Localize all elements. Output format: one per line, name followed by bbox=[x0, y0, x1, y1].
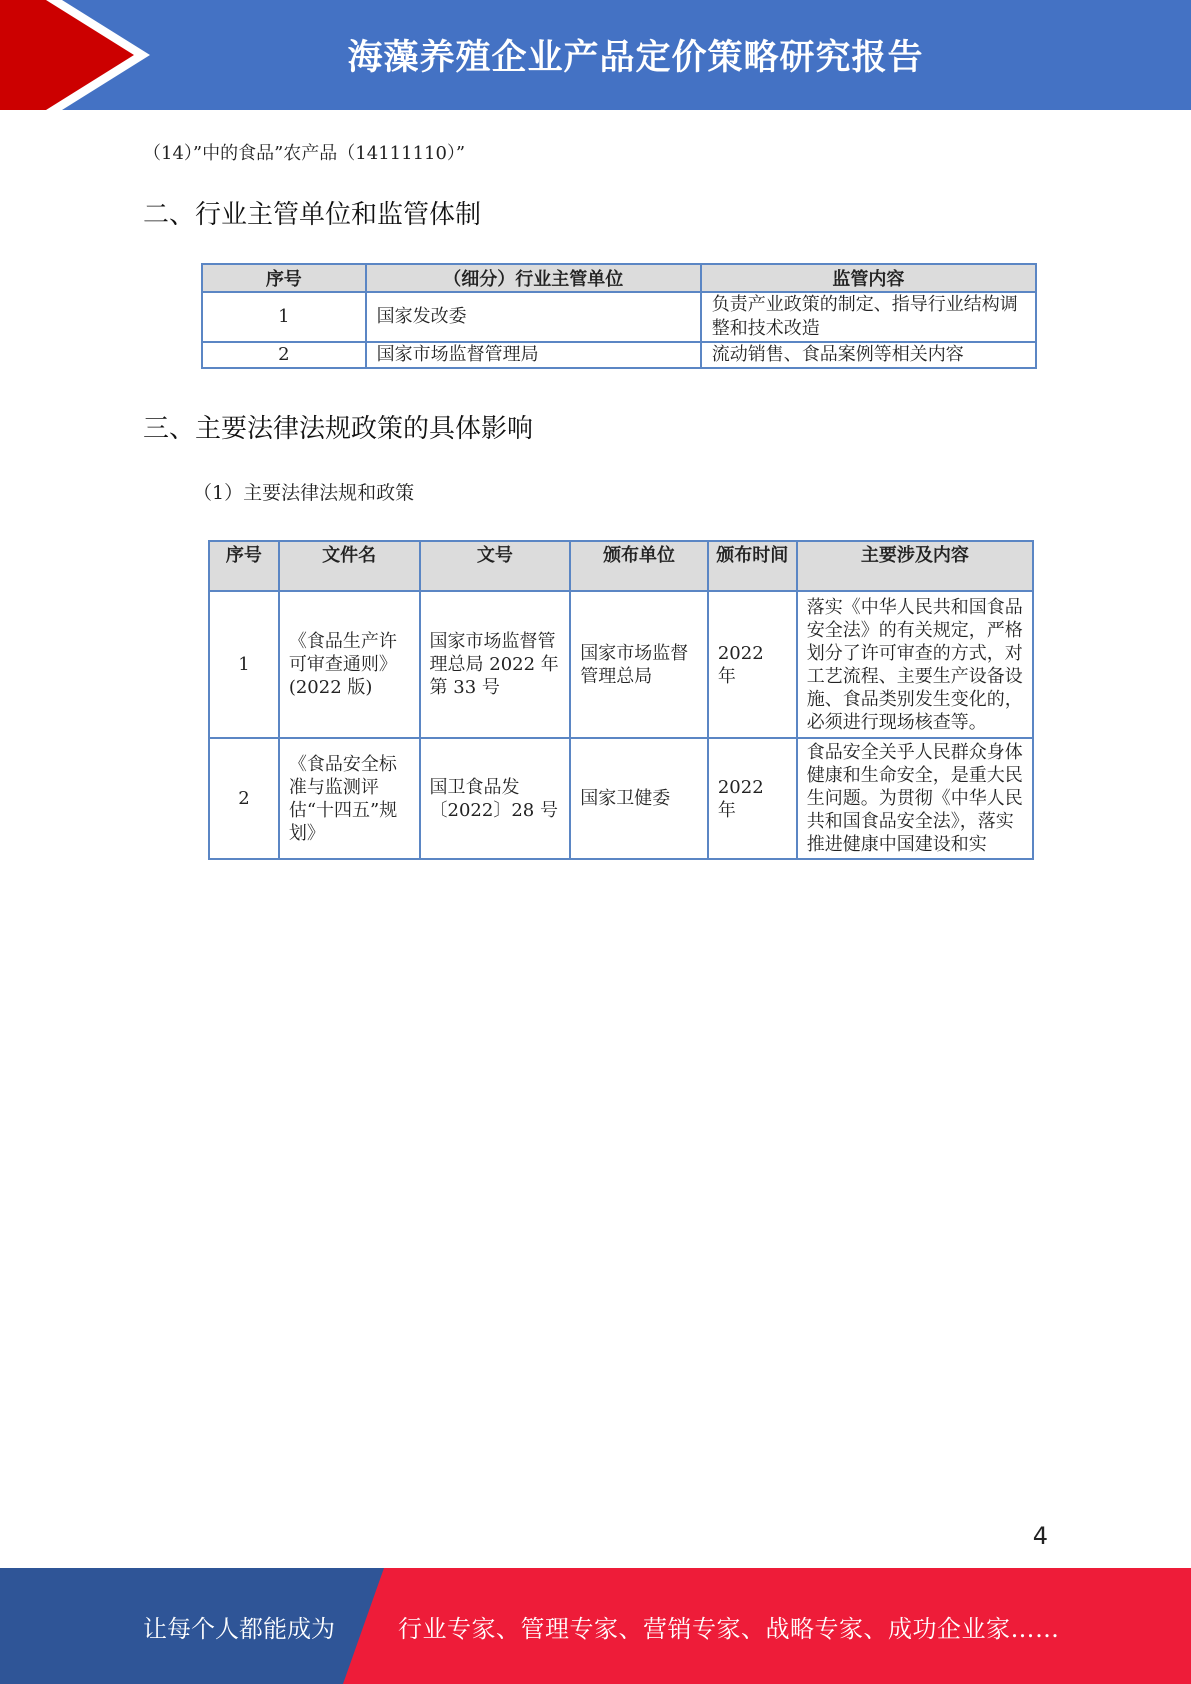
policy-table bbox=[208, 540, 1034, 860]
cell-doc-number: 国家市场监督管理总局 2022 年第 33 号 bbox=[420, 591, 571, 738]
table-row bbox=[209, 738, 1033, 859]
cell-date: 2022 年 bbox=[708, 591, 797, 738]
cell-doc-number: 国卫食品发〔2022〕28 号 bbox=[420, 738, 571, 859]
col-header-issuer: 颁布单位 bbox=[570, 541, 708, 591]
cell-index: 2 bbox=[202, 342, 366, 368]
section-3-heading: 三、主要法律法规政策的具体影响 bbox=[143, 414, 534, 444]
cell-content: 落实《中华人民共和国食品安全法》的有关规定，严格划分了许可审查的方式，对工艺流程、主要生产设备设施、食品类别发生变化的，必须进行现场核查等。 bbox=[797, 591, 1033, 738]
footer-slogan-left: 让每个人都能成为 bbox=[143, 1614, 335, 1643]
footer-slogan-right: 行业专家、管理专家、营销专家、战略专家、成功企业家…… bbox=[398, 1614, 1060, 1643]
col-header-index: 序号 bbox=[202, 264, 366, 292]
footer-banner bbox=[0, 1568, 1191, 1684]
header-banner bbox=[0, 0, 1191, 110]
col-header-index: 序号 bbox=[209, 541, 279, 591]
col-header-content: 主要涉及内容 bbox=[797, 541, 1033, 591]
table-header-row bbox=[202, 264, 1036, 292]
cell-scope: 负责产业政策的制定、指导行业结构调整和技术改造 bbox=[701, 292, 1036, 342]
cell-issuer: 国家市场监督管理总局 bbox=[570, 591, 708, 738]
intro-line: （14）”中的食品”农产品（14111110）” bbox=[143, 143, 466, 164]
cell-issuer: 国家卫健委 bbox=[570, 738, 708, 859]
table-row bbox=[202, 342, 1036, 368]
cell-date: 2022 年 bbox=[708, 738, 797, 859]
cell-document: 《食品生产许可审查通则》(2022 版) bbox=[279, 591, 420, 738]
cell-authority: 国家发改委 bbox=[366, 292, 701, 342]
page-number: 4 bbox=[1032, 1522, 1048, 1550]
section-3-subheading: （1）主要法律法规和政策 bbox=[193, 482, 415, 504]
col-header-scope: 监管内容 bbox=[701, 264, 1036, 292]
cell-authority: 国家市场监督管理局 bbox=[366, 342, 701, 368]
col-header-date: 颁布时间 bbox=[708, 541, 797, 591]
cell-content: 食品安全关乎人民群众身体健康和生命安全，是重大民生问题。为贯彻《中华人民共和国食品安全法》，落实推进健康中国建设和实 bbox=[797, 738, 1033, 859]
report-title: 海藻养殖企业产品定价策略研究报告 bbox=[347, 38, 924, 78]
section-2-heading: 二、行业主管单位和监管体制 bbox=[143, 200, 482, 230]
table-row bbox=[202, 292, 1036, 342]
cell-scope: 流动销售、食品案例等相关内容 bbox=[701, 342, 1036, 368]
cell-index: 1 bbox=[202, 292, 366, 342]
col-header-document: 文件名 bbox=[279, 541, 420, 591]
cell-document: 《食品安全标准与监测评估“十四五”规划》 bbox=[279, 738, 420, 859]
col-header-authority: （细分）行业主管单位 bbox=[366, 264, 701, 292]
cell-index: 2 bbox=[209, 738, 279, 859]
col-header-doc-number: 文号 bbox=[420, 541, 571, 591]
table-row bbox=[209, 591, 1033, 738]
regulator-table bbox=[201, 263, 1037, 369]
cell-index: 1 bbox=[209, 591, 279, 738]
table-header-row bbox=[209, 541, 1033, 591]
